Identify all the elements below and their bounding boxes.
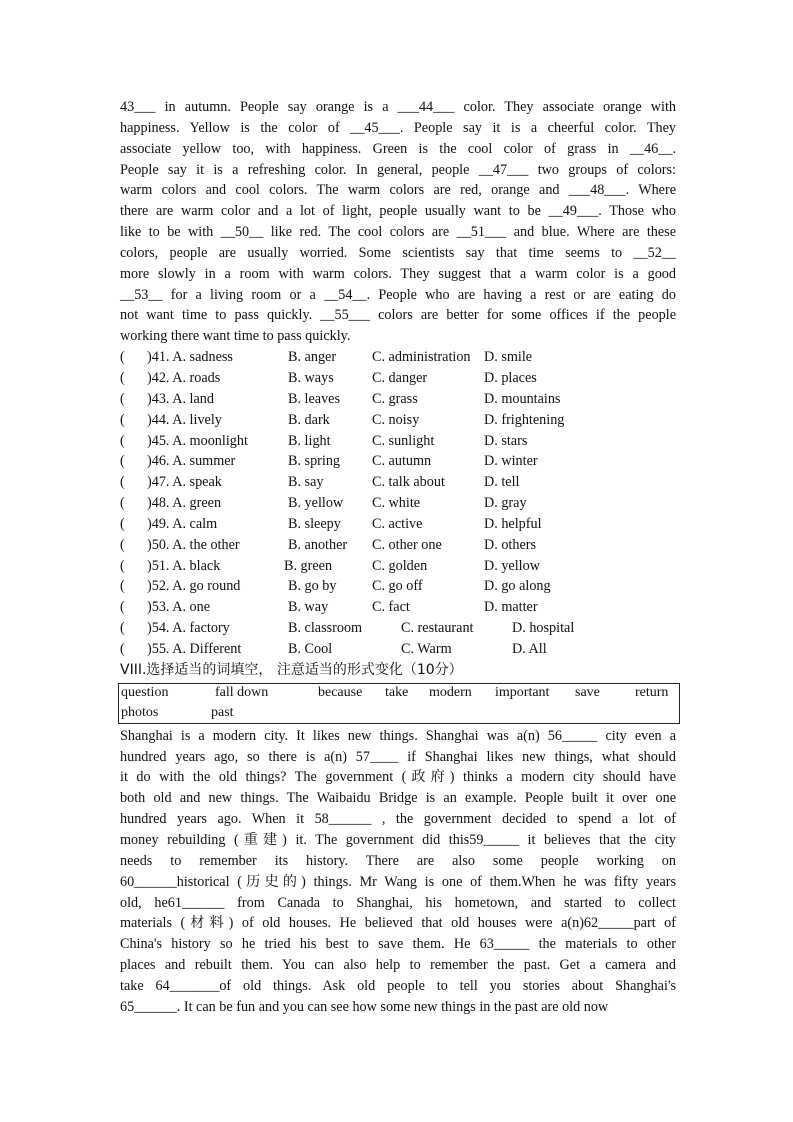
answer-paren[interactable]: ( bbox=[120, 474, 125, 491]
option-a: )41. A. sadness bbox=[147, 349, 233, 366]
answer-paren[interactable]: ( bbox=[120, 557, 125, 574]
option-b: B. green bbox=[284, 557, 333, 574]
passage-line: People say it is a refreshing color. In general, people __47___ two groups of colors: bbox=[120, 161, 676, 178]
option-a: )54. A. factory bbox=[147, 620, 230, 637]
option-d: D. smile bbox=[484, 349, 533, 366]
option-row bbox=[120, 347, 676, 368]
passage-line: both old and new things. The Waibaidu Bridge is an example. People built it over one bbox=[120, 790, 676, 807]
cloze-passage bbox=[120, 97, 676, 347]
word-bank-item: fall down bbox=[215, 684, 269, 700]
option-b: B. classroom bbox=[288, 620, 363, 637]
option-row bbox=[120, 368, 676, 389]
option-row bbox=[120, 514, 676, 535]
passage-line: working there want time to pass quickly. bbox=[120, 328, 351, 345]
option-c: C. talk about bbox=[372, 474, 445, 491]
passage-line: __53__ for a living room or a __54__. People who are having a rest or are eating do bbox=[120, 286, 676, 303]
passage-line: happiness. Yellow is the color of __45___. People say it is a cheerful color. They bbox=[120, 119, 676, 136]
option-row bbox=[120, 618, 676, 639]
section-heading: VIII.选择适当的词填空， 注意适当的形式变化（10分） bbox=[120, 661, 463, 678]
passage-line: places and rebuilt them. You can also help to remember the past. Get a camera and bbox=[120, 957, 676, 974]
passage-line: not want time to pass quickly. __55___ colors are better for some offices if the people bbox=[120, 307, 676, 324]
option-c: C. grass bbox=[372, 390, 418, 407]
word-bank-item: modern bbox=[429, 684, 472, 700]
option-d: D. winter bbox=[484, 453, 538, 470]
passage-line: 43___ in autumn. People say orange is a ___44___ color. They associate orange with bbox=[120, 99, 676, 115]
passage-line: there are warm color and a lot of light, people usually want to be __49___. Those who bbox=[120, 203, 676, 220]
option-row bbox=[120, 493, 676, 514]
answer-paren[interactable]: ( bbox=[120, 578, 125, 595]
option-d: D. yellow bbox=[484, 557, 540, 574]
answer-paren[interactable]: ( bbox=[120, 432, 125, 449]
word-fill-passage bbox=[120, 726, 676, 1018]
options-list bbox=[120, 347, 676, 660]
passage-line: materials (材料) of old houses. He believed that old houses were a(n)62_____part of bbox=[120, 915, 676, 932]
passage-line: China's history so he tried his best to save them. He 63_____ the materials to other bbox=[120, 936, 676, 953]
option-c: C. danger bbox=[372, 369, 428, 386]
option-b: B. ways bbox=[288, 369, 334, 386]
option-b: B. way bbox=[288, 599, 329, 616]
option-row bbox=[120, 451, 676, 472]
option-c: C. autumn bbox=[372, 453, 432, 470]
answer-paren[interactable]: ( bbox=[120, 640, 125, 657]
passage-line: colors, people are usually worried. Some scientists say that time seems to __52__ bbox=[120, 244, 676, 261]
word-bank-item: past bbox=[211, 704, 234, 720]
passage-line: hundred years ago. When it 58______ , the government decided to spend a lot of bbox=[120, 811, 676, 828]
word-bank-item: photos bbox=[121, 704, 159, 720]
option-row bbox=[120, 431, 676, 452]
passage-line: 65______. It can be fun and you can see how some new things in the past are old now bbox=[120, 998, 609, 1015]
option-d: D. matter bbox=[484, 599, 538, 616]
word-bank-item: save bbox=[575, 684, 600, 700]
passage-line: old, he61______ from Canada to Shanghai, his hometown, and started to collect bbox=[120, 894, 676, 911]
option-a: )48. A. green bbox=[147, 495, 222, 512]
exam-page bbox=[120, 97, 676, 1018]
passage-line: it do with the old things? The government (政府) thinks a modern city should have bbox=[120, 769, 676, 786]
option-b: B. dark bbox=[288, 411, 330, 428]
option-c: C. administration bbox=[372, 349, 471, 366]
option-d: D. gray bbox=[484, 495, 527, 512]
option-b: B. anger bbox=[288, 349, 337, 366]
option-b: B. another bbox=[288, 536, 348, 553]
passage-line: associate yellow too, with happiness. Green is the cool color of grass in __46__. bbox=[120, 140, 676, 157]
option-d: D. places bbox=[484, 369, 537, 386]
option-a: )44. A. lively bbox=[147, 411, 222, 428]
passage-line: warm colors and cool colors. The warm colors are red, orange and ___48___. Where bbox=[120, 182, 676, 199]
option-c: C. other one bbox=[372, 536, 442, 553]
option-b: B. Cool bbox=[288, 640, 333, 657]
option-b: B. go by bbox=[288, 578, 337, 595]
answer-paren[interactable]: ( bbox=[120, 536, 125, 553]
option-a: )51. A. black bbox=[147, 557, 221, 574]
passage-line: needs to remember its history. There are also some people working on bbox=[120, 852, 676, 869]
passage-line: Shanghai is a modern city. It likes new things. Shanghai was a(n) 56_____ city even a bbox=[120, 727, 676, 744]
option-row bbox=[120, 639, 676, 660]
option-b: B. leaves bbox=[288, 390, 341, 407]
passage-line: more slowly in a room with warm colors. They suggest that a warm color is a good bbox=[120, 265, 676, 282]
option-row bbox=[120, 576, 676, 597]
answer-paren[interactable]: ( bbox=[120, 495, 125, 512]
option-c: C. go off bbox=[372, 578, 423, 595]
word-bank-item: return bbox=[635, 684, 669, 700]
answer-paren[interactable]: ( bbox=[120, 349, 125, 366]
option-a: )52. A. go round bbox=[147, 578, 241, 595]
option-a: )46. A. summer bbox=[147, 453, 236, 470]
option-row bbox=[120, 556, 676, 577]
passage-line: money rebuilding (重建) it. The government did this59_____ it believes that the city bbox=[120, 832, 676, 848]
option-c: C. fact bbox=[372, 599, 410, 616]
word-bank-item: take bbox=[385, 684, 409, 700]
option-d: D. mountains bbox=[484, 390, 561, 407]
option-a: )50. A. the other bbox=[147, 536, 240, 553]
option-d: D. stars bbox=[484, 432, 528, 449]
answer-paren[interactable]: ( bbox=[120, 515, 125, 532]
option-c: C. golden bbox=[372, 557, 428, 574]
option-b: B. sleepy bbox=[288, 515, 341, 532]
option-row bbox=[120, 410, 676, 431]
option-d: D. helpful bbox=[484, 515, 542, 532]
option-row bbox=[120, 535, 676, 556]
option-row bbox=[120, 472, 676, 493]
answer-paren[interactable]: ( bbox=[120, 599, 125, 616]
option-a: )53. A. one bbox=[147, 599, 211, 616]
option-d: D. others bbox=[484, 536, 537, 553]
option-c: C. sunlight bbox=[372, 432, 435, 449]
passage-line: like to be with __50__ like red. The cool colors are __51___ and blue. Where are these bbox=[120, 224, 676, 241]
option-c: C. restaurant bbox=[401, 620, 474, 637]
passage-line: hundred years ago, so there is a(n) 57____ if Shanghai likes new things, what should bbox=[120, 748, 676, 765]
option-c: C. active bbox=[372, 515, 423, 532]
option-c: C. noisy bbox=[372, 411, 420, 428]
option-d: D. go along bbox=[484, 578, 551, 595]
answer-paren[interactable]: ( bbox=[120, 411, 125, 428]
word-bank bbox=[118, 683, 680, 724]
option-row bbox=[120, 597, 676, 618]
word-bank-item: important bbox=[495, 684, 550, 700]
option-b: B. yellow bbox=[288, 495, 344, 512]
option-d: D. tell bbox=[484, 474, 520, 491]
option-a: )43. A. land bbox=[147, 390, 214, 407]
passage-line: take 64_______of old things. Ask old people to tell you stories about Shanghai's bbox=[120, 977, 676, 994]
option-a: )45. A. moonlight bbox=[147, 432, 248, 449]
option-c: C. white bbox=[372, 495, 421, 512]
option-d: D. frightening bbox=[484, 411, 565, 428]
option-a: )47. A. speak bbox=[147, 474, 222, 491]
option-c: C. Warm bbox=[401, 640, 452, 657]
word-bank-item: question bbox=[121, 684, 169, 700]
option-d: D. hospital bbox=[512, 620, 575, 637]
option-b: B. say bbox=[288, 474, 324, 491]
passage-line: 60______historical (历史的) things. Mr Wang is one of them.When he was fifty years bbox=[120, 873, 676, 890]
answer-paren[interactable]: ( bbox=[120, 390, 125, 407]
option-d: D. All bbox=[512, 640, 547, 657]
option-row bbox=[120, 389, 676, 410]
option-b: B. light bbox=[288, 432, 331, 449]
option-b: B. spring bbox=[288, 453, 341, 470]
option-a: )42. A. roads bbox=[147, 369, 221, 386]
option-a: )49. A. calm bbox=[147, 515, 218, 532]
option-a: )55. A. Different bbox=[147, 640, 242, 657]
answer-paren[interactable]: ( bbox=[120, 453, 125, 470]
answer-paren[interactable]: ( bbox=[120, 620, 125, 637]
answer-paren[interactable]: ( bbox=[120, 369, 125, 386]
word-bank-item: because bbox=[318, 684, 363, 700]
